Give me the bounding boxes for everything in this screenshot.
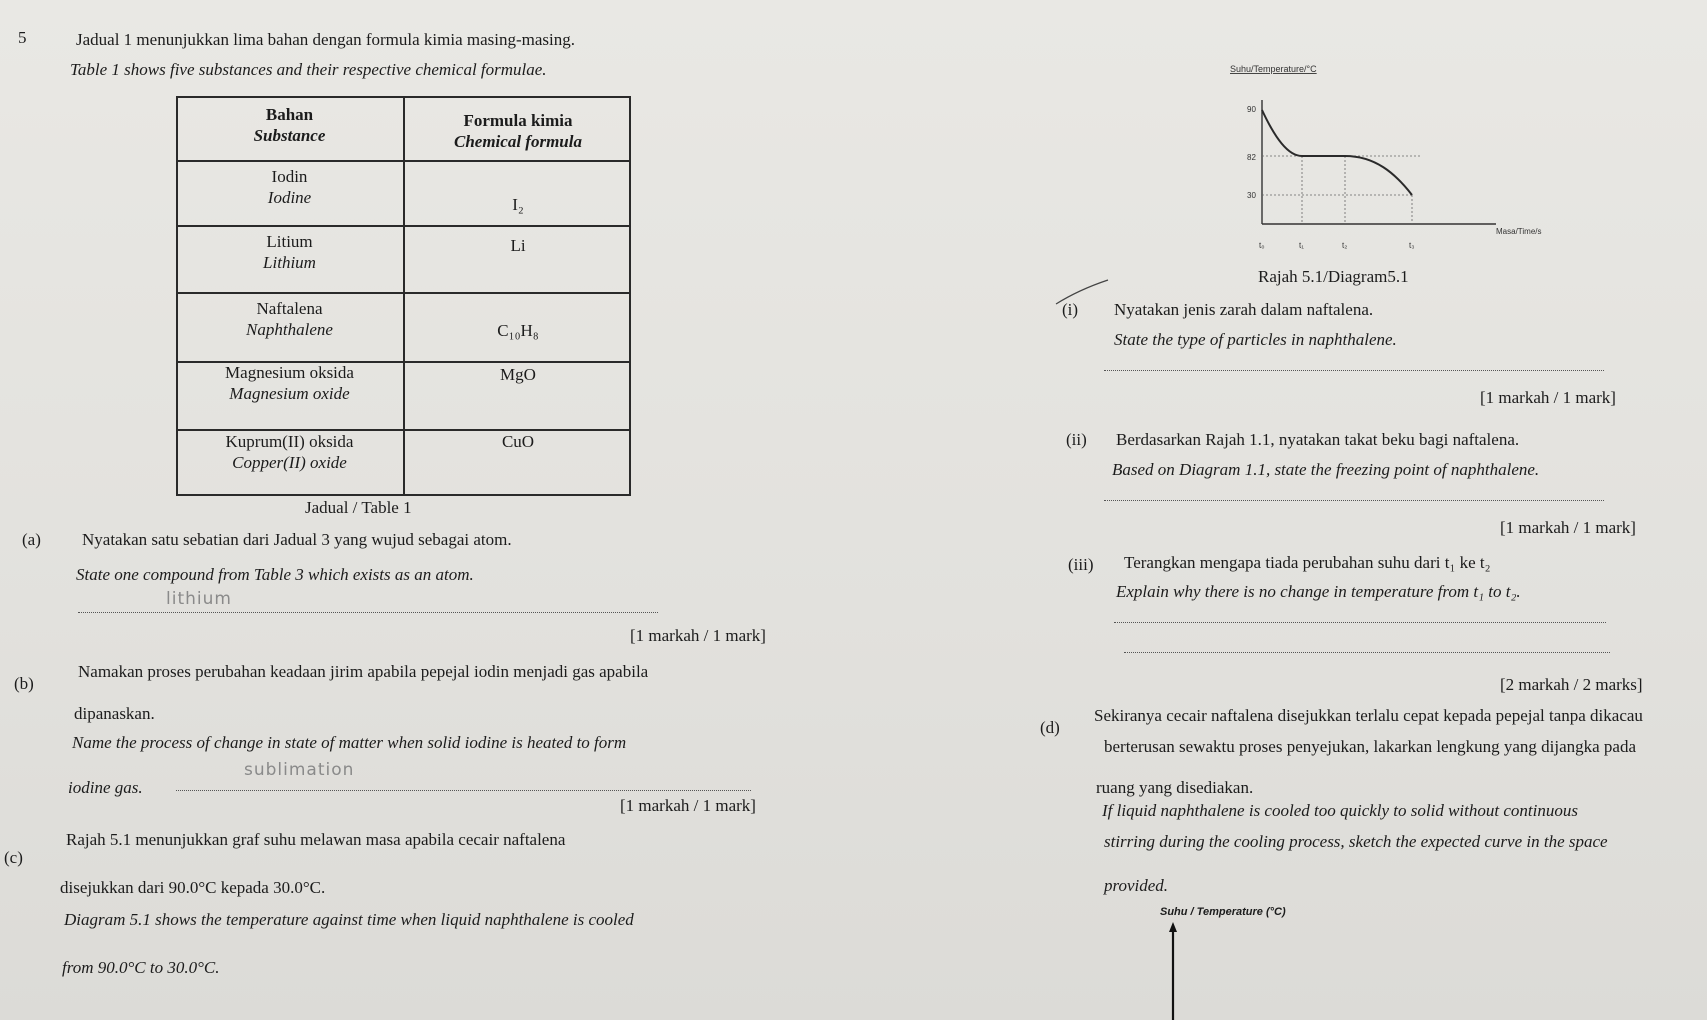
part-a-en: State one compound from Table 3 which exists as an atom. bbox=[76, 565, 474, 584]
diagram-x-tick-t2: t₂ bbox=[1342, 241, 1348, 250]
diagram-y-tick-82: 82 bbox=[1247, 153, 1256, 162]
part-a-label: (a) bbox=[22, 530, 41, 549]
sub-iii-ms: Terangkan mengapa tiada perubahan suhu dari t₁ ke t₂ bbox=[1124, 553, 1491, 572]
table-caption: Jadual / Table 1 bbox=[305, 498, 412, 517]
diagram-x-tick-t1: t₁ bbox=[1299, 241, 1304, 250]
part-b-handwritten-answer: sublimation bbox=[244, 760, 355, 780]
part-b-en-2: iodine gas. bbox=[68, 778, 143, 797]
sub-i-ms: Nyatakan jenis zarah dalam naftalena. bbox=[1114, 300, 1374, 319]
sub-ii-marks: [1 markah / 1 mark] bbox=[1500, 518, 1636, 537]
row-lithium-ms: Litium bbox=[266, 232, 313, 251]
sub-i-marks: [1 markah / 1 mark] bbox=[1480, 388, 1616, 407]
part-c-label: (c) bbox=[4, 848, 23, 867]
sub-iii-answer-line-1[interactable] bbox=[1114, 622, 1606, 623]
row-lithium-formula: Li bbox=[510, 236, 526, 255]
row-lithium-en: Lithium bbox=[263, 253, 316, 272]
sub-ii-en: Based on Diagram 1.1, state the freezing point of naphthalene. bbox=[1112, 460, 1540, 479]
part-a-handwritten-answer: lithium bbox=[166, 589, 232, 609]
sub-i-label: (i) bbox=[1062, 300, 1079, 319]
question-number: 5 bbox=[18, 28, 27, 47]
row-mgo-ms: Magnesium oksida bbox=[225, 363, 354, 382]
part-d-label: (d) bbox=[1040, 718, 1060, 737]
row-iodine-en: Iodine bbox=[267, 188, 312, 207]
cooling-curve-diagram bbox=[1150, 58, 1550, 258]
part-d-en-3: provided. bbox=[1104, 876, 1169, 895]
sub-ii-ms: Berdasarkan Rajah 1.1, nyatakan takat beku bagi naftalena. bbox=[1116, 430, 1520, 449]
intro-ms: Jadual 1 menunjukkan lima bahan dengan formula kimia masing-masing. bbox=[76, 30, 576, 49]
part-b-answer-line[interactable] bbox=[176, 790, 751, 791]
diagram-y-tick-30: 30 bbox=[1247, 191, 1256, 200]
header-formula-en: Chemical formula bbox=[454, 132, 582, 151]
cooling-curve-line bbox=[1262, 110, 1412, 195]
part-c-ms-2: disejukkan dari 90.0°C kepada 30.0°C. bbox=[60, 878, 326, 897]
sub-iii-marks: [2 markah / 2 marks] bbox=[1500, 675, 1643, 694]
part-d-ms-3: ruang yang disediakan. bbox=[1096, 778, 1254, 797]
diagram-x-tick-t3: t₃ bbox=[1409, 241, 1415, 250]
part-b-marks: [1 markah / 1 mark] bbox=[620, 796, 756, 815]
row-naphthalene-en: Naphthalene bbox=[246, 320, 333, 339]
sub-iii-en: Explain why there is no change in temperature from t₁ to t₂. bbox=[1116, 582, 1521, 601]
row-naphthalene-formula: C₁₀H₈ bbox=[497, 321, 539, 340]
row-mgo-en: Magnesium oxide bbox=[229, 384, 350, 403]
part-c-en-2: from 90.0°C to 30.0°C. bbox=[62, 958, 220, 977]
row-cuo-formula: CuO bbox=[501, 432, 535, 451]
sub-iii-label: (iii) bbox=[1068, 555, 1094, 574]
bracket-mark bbox=[1050, 278, 1110, 308]
substance-table bbox=[176, 96, 631, 496]
intro-en: Table 1 shows five substances and their respective chemical formulae. bbox=[70, 60, 547, 79]
row-cuo-en: Copper(II) oxide bbox=[232, 453, 347, 472]
part-d-en-2: stirring during the cooling process, sketch the expected curve in the space bbox=[1104, 832, 1608, 851]
row-cuo-ms: Kuprum(II) oksida bbox=[225, 432, 354, 451]
diagram-y-tick-90: 90 bbox=[1247, 105, 1256, 114]
diagram-x-tick-t0: t₀ bbox=[1259, 241, 1265, 250]
part-d-ms-2: berterusan sewaktu proses penyejukan, lakarkan lengkung yang dijangka pada bbox=[1104, 737, 1637, 756]
header-formula-ms: Formula kimia bbox=[463, 111, 573, 130]
diagram-x-title: Masa/Time/s bbox=[1496, 227, 1542, 236]
row-naphthalene-ms: Naftalena bbox=[256, 299, 323, 318]
diagram-y-title: Suhu/Temperature/°C bbox=[1230, 64, 1317, 74]
part-c-ms-1: Rajah 5.1 menunjukkan graf suhu melawan masa apabila cecair naftalena bbox=[66, 830, 566, 849]
header-substance-en: Substance bbox=[253, 126, 326, 145]
row-iodine-ms: Iodin bbox=[271, 167, 308, 186]
part-d-axis-label: Suhu / Temperature (°C) bbox=[1160, 906, 1286, 918]
part-b-en-1: Name the process of change in state of matter when solid iodine is heated to form bbox=[72, 733, 627, 752]
sub-i-en: State the type of particles in naphthalene. bbox=[1114, 330, 1397, 349]
sub-ii-label: (ii) bbox=[1066, 430, 1087, 449]
part-a-answer-line[interactable] bbox=[78, 612, 658, 613]
header-substance-ms: Bahan bbox=[265, 105, 314, 124]
row-mgo-formula: MgO bbox=[500, 365, 536, 384]
diagram-caption: Rajah 5.1/Diagram5.1 bbox=[1258, 267, 1409, 286]
part-b-label: (b) bbox=[14, 674, 34, 693]
part-b-ms-1: Namakan proses perubahan keadaan jirim apabila pepejal iodin menjadi gas apabila bbox=[78, 662, 649, 681]
sub-ii-answer-line[interactable] bbox=[1104, 500, 1604, 501]
part-c-en-1: Diagram 5.1 shows the temperature against time when liquid naphthalene is cooled bbox=[64, 910, 634, 929]
row-iodine-formula: I₂ bbox=[512, 195, 524, 214]
part-d-en-1: If liquid naphthalene is cooled too quickly to solid without continuous bbox=[1102, 801, 1578, 820]
sub-i-answer-line[interactable] bbox=[1104, 370, 1604, 371]
sub-iii-answer-line-2[interactable] bbox=[1124, 652, 1610, 653]
part-a-ms: Nyatakan satu sebatian dari Jadual 3 yang wujud sebagai atom. bbox=[82, 530, 512, 549]
sketch-y-axis[interactable] bbox=[1166, 920, 1180, 1020]
part-b-ms-2: dipanaskan. bbox=[74, 704, 155, 723]
part-a-marks: [1 markah / 1 mark] bbox=[630, 626, 766, 645]
part-d-ms-1: Sekiranya cecair naftalena disejukkan terlalu cepat kepada pepejal tanpa dikacau bbox=[1094, 706, 1643, 725]
